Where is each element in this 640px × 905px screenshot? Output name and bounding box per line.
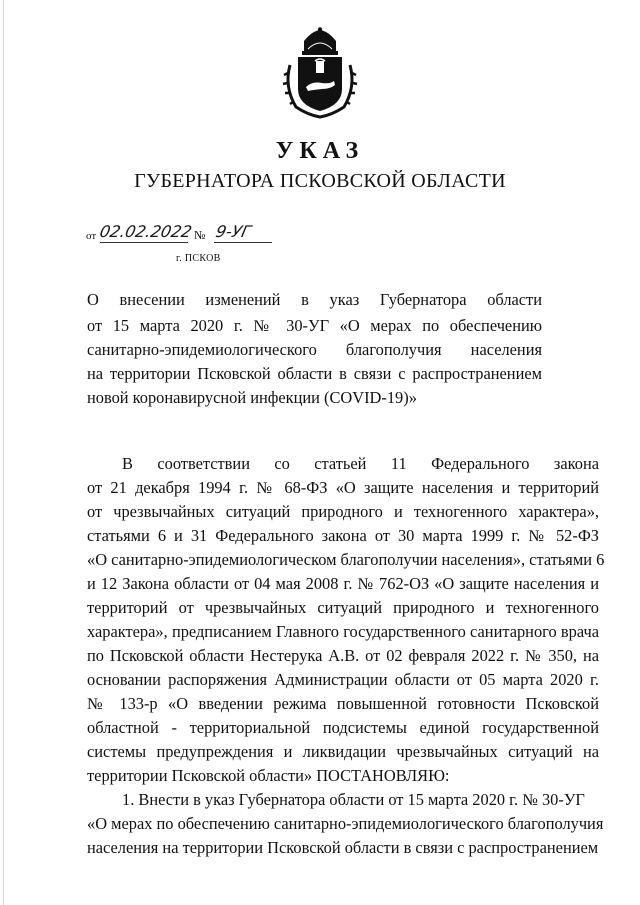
handwritten-number: 9-УГ xyxy=(213,222,253,241)
body-line: территорий от чрезвычайных ситуаций природного и техногенного xyxy=(87,598,599,617)
date-prefix: от xyxy=(86,230,97,242)
date-number-line xyxy=(86,222,306,248)
document-title: УКАЗ xyxy=(275,138,365,164)
body-line: и 12 Закона области от 04 мая 2008 г. № 762-ОЗ «О защите населения и xyxy=(87,574,599,593)
body-line: от чрезвычайных ситуаций природного и техногенного характера», xyxy=(87,502,599,521)
heading-line: от 15 марта 2020 г. № 30-УГ «О мерах по обеспечению xyxy=(87,316,542,335)
body-line: населения на территории Псковской области в связи с распространением xyxy=(87,838,599,857)
city-label: г. ПСКОВ xyxy=(176,253,221,264)
heading-line: санитарно-эпидемиологического благополучия населения xyxy=(87,340,542,359)
heading-line: О внесении изменений в указ Губернатора области xyxy=(87,290,542,309)
heading-line: новой коронавирусной инфекции (COVID-19)» xyxy=(87,388,417,407)
body-line: характера», предписанием Главного государственного санитарного врача xyxy=(87,622,599,641)
number-prefix: № xyxy=(194,228,206,242)
date-underline xyxy=(100,242,188,243)
heading-line: на территории Псковской области в связи с распространением xyxy=(87,364,542,383)
body-line: системы предупреждения и ликвидации чрезвычайных ситуаций на xyxy=(87,742,599,761)
number-underline xyxy=(214,242,272,243)
document-subtitle: ГУБЕРНАТОРА ПСКОВСКОЙ ОБЛАСТИ xyxy=(134,170,506,192)
handwritten-date: 02.02.2022 xyxy=(97,222,194,241)
body-line: областной - территориальной подсистемы единой государственной xyxy=(87,718,599,737)
body-line: № 133-р «О введении режима повышенной готовности Псковской xyxy=(87,694,599,713)
body-line: В соответствии со статьей 11 Федерального закона xyxy=(122,454,599,473)
body-line: основании распоряжения Администрации области от 05 марта 2020 г. xyxy=(87,670,599,689)
body-line: территории Псковской области» ПОСТАНОВЛЯЮ: xyxy=(87,766,450,785)
scan-edge xyxy=(3,0,4,905)
body-line: «О мерах по обеспечению санитарно-эпидемиологического благополучия xyxy=(87,814,604,833)
body-line: «О санитарно-эпидемиологическом благополучии населения», статьями 6 xyxy=(87,550,605,569)
body-line: 1. Внести в указ Губернатора области от 15 марта 2020 г. № 30-УГ xyxy=(122,790,585,809)
body-line: по Псковской области Нестерука А.В. от 02 февраля 2022 г. № 350, на xyxy=(87,646,599,665)
pskov-coat-of-arms-icon xyxy=(282,27,358,119)
body-line: от 21 декабря 1994 г. № 68-ФЗ «О защите населения и территорий xyxy=(87,478,599,497)
body-line: статьями 6 и 31 Федерального закона от 30 марта 1999 г. № 52-ФЗ xyxy=(87,526,599,545)
